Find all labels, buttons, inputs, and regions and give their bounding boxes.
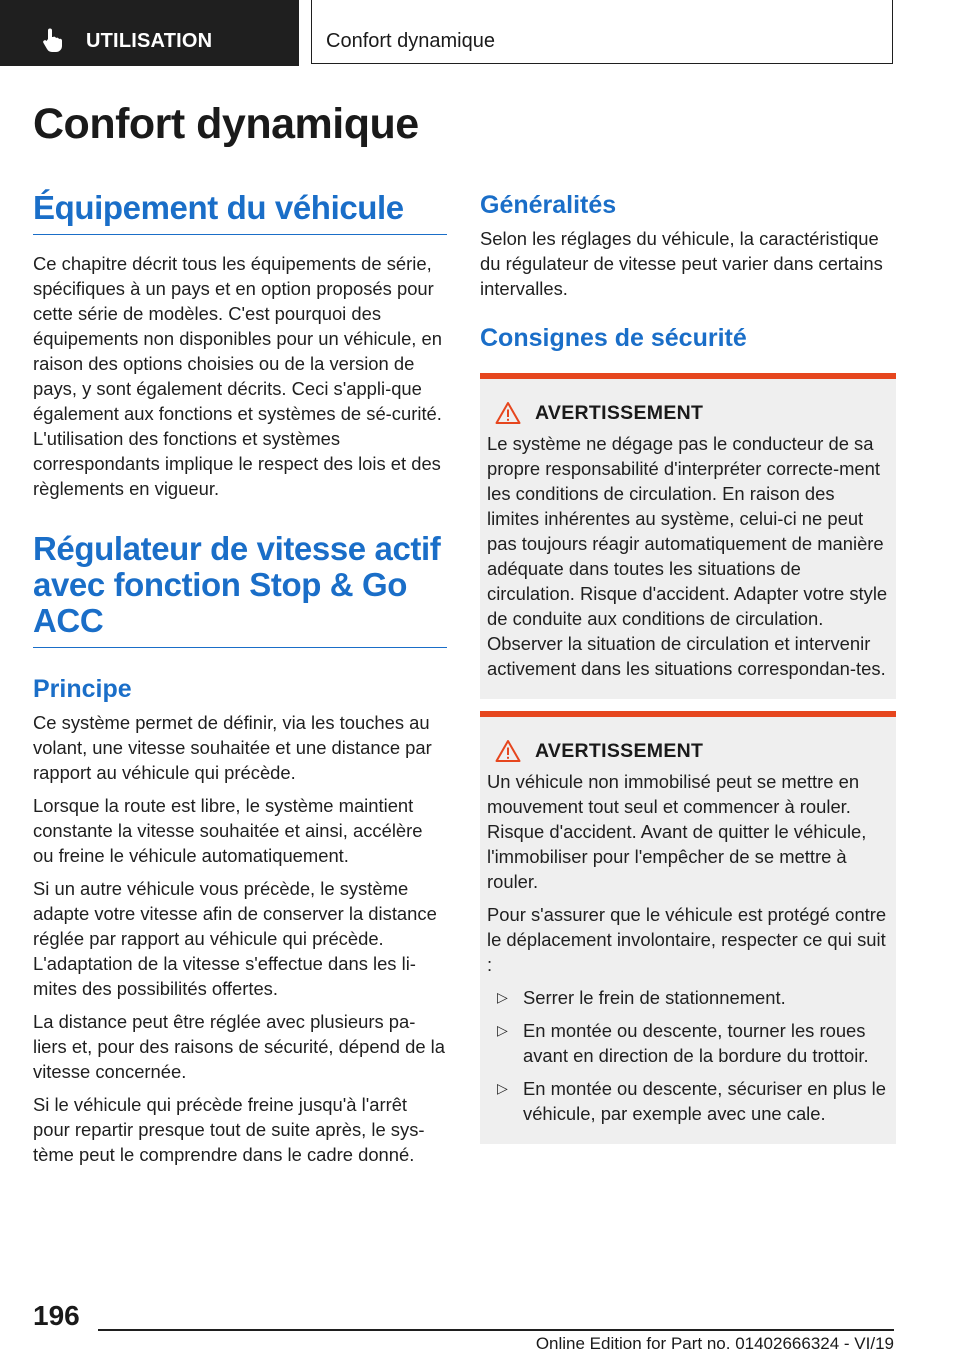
- subheading-general: Généralités: [480, 191, 617, 219]
- warning-paragraph: Pour s'assurer que le véhicule est protégé contre le déplacement involontaire, respecter ce qui suit :: [487, 904, 887, 975]
- right-column: [480, 190, 896, 1144]
- warning-triangle-icon: [495, 739, 521, 763]
- list-item-text: En montée ou descente, tourner les roues avant en direction de la bordure du trottoir.: [523, 1020, 869, 1066]
- header-topic-label: Confort dynamique: [326, 30, 495, 52]
- warning-paragraph: Le système ne dégage pas le conducteur de sa propre responsabilité d'interpréter correcte‐ment les conditions de circulation. En raison des limites inhérentes au système, celui-ci ne peut pas toujours réagir automatiquement de manière adéquate dans toutes les situations de circulation. Risque d'accident. Adapter votre style de conduite aux conditions de circulation. Observer la situation de circulation et intervenir activement dans les situations correspondan‐tes.: [487, 433, 888, 679]
- subheading-principle: Principe: [33, 675, 132, 703]
- page-number: 196: [33, 1300, 80, 1331]
- bullet-marker: ▷: [497, 1022, 508, 1038]
- principle-paragraph-5: Si le véhicule qui précède freine jusqu'à l'arrêt pour repartir presque tout de suite après, le sys‐tème peut le comprendre dans le cadre donné.: [33, 1094, 425, 1165]
- bullet-marker: ▷: [497, 989, 508, 1005]
- warning-triangle-icon: [495, 401, 521, 425]
- bullet-marker: ▷: [497, 1080, 508, 1096]
- header-topic-tab: [311, 0, 893, 64]
- principle-paragraph-2: Lorsque la route est libre, le système maintient constante la vitesse souhaitée et ainsi, accélère ou freine le véhicule automatiquement.: [33, 795, 423, 866]
- precaution-list: [487, 985, 888, 1126]
- warning-box-2: [480, 711, 896, 1144]
- equipment-paragraph: Ce chapitre décrit tous les équipements de série, spécifiques à un pays et en option proposés pour cette série de modèles. C'est pourquoi des équipements non disponibles pour un véhicule, en raison des options choisies ou de la version de pays, y sont également décrits. Ceci s'appli‐que également aux fonctions et systèmes de sé‐curité. L'utilisation des fonctions et systèmes correspondants implique le respect des lois et des règlements en vigueur.: [33, 253, 442, 499]
- warning-box-1: [480, 373, 896, 699]
- principle-paragraph-3: Si un autre véhicule vous précède, le système adapte votre vitesse afin de conserver la distance réglée par rapport au véhicule qui précède. L'adaptation de la vitesse s'effectue dans les li‐mites des possibilités offertes.: [33, 878, 437, 999]
- list-item: [487, 1018, 888, 1068]
- page-title: Confort dynamique: [33, 100, 419, 148]
- footer-edition-text: Online Edition for Part no. 01402666324 - VI/19: [535, 1334, 894, 1353]
- hand-pointer-icon: [40, 27, 66, 53]
- section-heading-acc: Régulateur de vitesse actif avec fonction Stop & Go ACC: [33, 531, 447, 648]
- header-section-label: UTILISATION: [86, 30, 213, 52]
- warning-paragraph: Un véhicule non immobilisé peut se mettre en mouvement tout seul et commencer à rouler. Risque d'accident. Avant de quitter le véhicule, l'immobiliser pour l'empêcher de se mettre à rouler.: [487, 771, 867, 892]
- subheading-safety: Consignes de sécurité: [480, 324, 747, 352]
- principle-paragraph-1: Ce système permet de définir, via les touches au volant, une vitesse souhaitée et une distance par rapport au véhicule qui précède.: [33, 712, 432, 783]
- left-column: [33, 190, 447, 1175]
- header-section-tab: [0, 0, 299, 66]
- list-item-text: Serrer le frein de stationnement.: [523, 987, 786, 1008]
- warning-title: AVERTISSEMENT: [535, 739, 704, 762]
- list-item-text: En montée ou descente, sécuriser en plus le véhicule, par exemple avec une cale.: [523, 1078, 886, 1124]
- general-paragraph: Selon les réglages du véhicule, la caractéristique du régulateur de vitesse peut varier dans certains intervalles.: [480, 228, 883, 299]
- warning-title: AVERTISSEMENT: [535, 401, 704, 424]
- list-item: [487, 985, 888, 1010]
- warning-header: [487, 739, 888, 763]
- footer-rule: [98, 1329, 894, 1331]
- warning-header: [487, 401, 888, 425]
- section-heading-equipment: Équipement du véhicule: [33, 190, 447, 235]
- principle-paragraph-4: La distance peut être réglée avec plusieurs pa‐liers et, pour des raisons de sécurité, dépend de la vitesse concernée.: [33, 1011, 445, 1082]
- list-item: [487, 1076, 888, 1126]
